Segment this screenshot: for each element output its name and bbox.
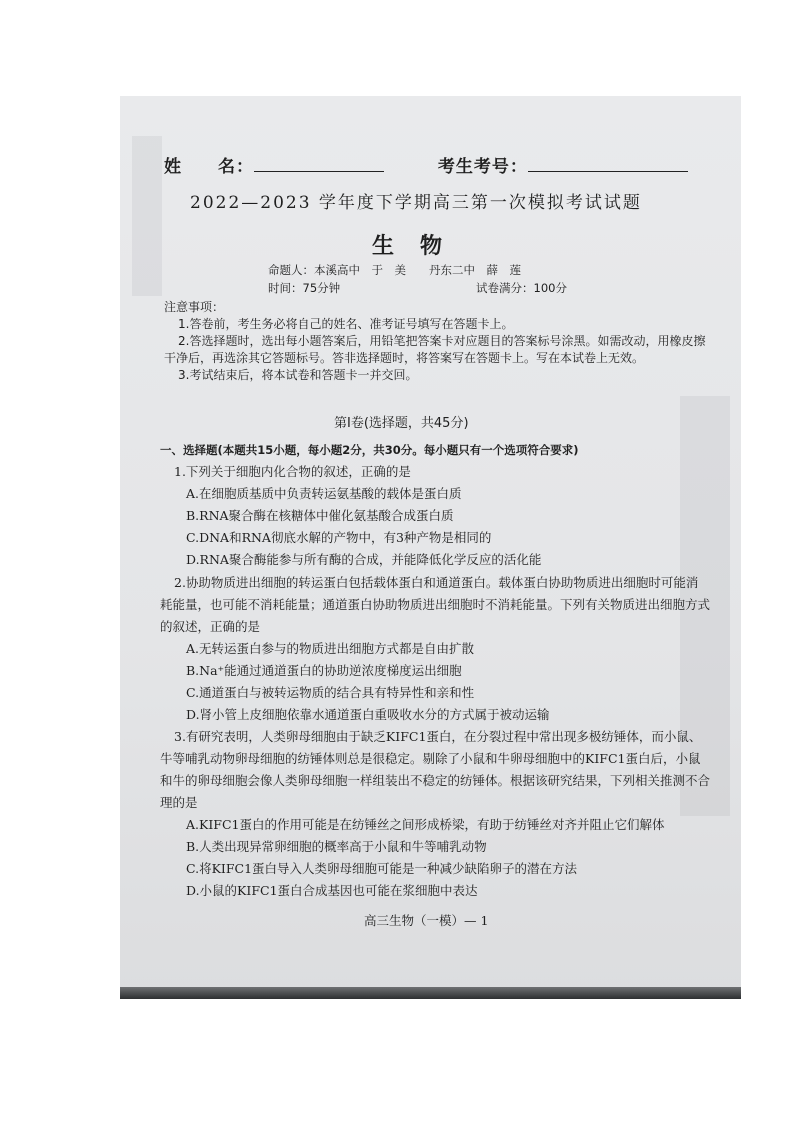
option-b: B.Na⁺能通过通道蛋白的协助逆浓度梯度运出细胞 — [186, 663, 462, 678]
instruction-item: 1.答卷前，考生务必将自己的姓名、准考证号填写在答题卡上。 — [178, 317, 514, 331]
question-stem: 2.协助物质进出细胞的转运蛋白包括载体蛋白和通道蛋白。载体蛋白协助物质进出细胞时可能消耗能量，也可能不消耗能量；通道蛋白协助物质进出细胞时不消耗能量。下列有关物质进出细胞方式的叙述，正确的是 — [160, 575, 711, 634]
question-stem: 3.有研究表明，人类卵母细胞由于缺乏KIFC1蛋白，在分裂过程中常出现多极纺锤体，而小鼠、牛等哺乳动物卵母细胞的纺锤体则总是很稳定。剔除了小鼠和牛卵母细胞中的KIFC1蛋白后，小鼠和牛的卵母细胞会像人类卵母细胞一样组装出不稳定的纺锤体。根据该研究结果，下列相关推测不合理的是 — [160, 729, 711, 810]
exam-title: 2022—2023 学年度下学期高三第一次模拟考试试题 — [190, 193, 642, 213]
authors-line: 命题人：本溪高中 于 美 丹东二中 薛 莲 — [268, 263, 521, 277]
exam-paper-photo — [120, 96, 741, 999]
part-heading: 一、选择题(本题共15小题，每小题2分，共30分。每小题只有一个选项符合要求) — [160, 443, 579, 457]
bleed-through-shadow — [132, 136, 162, 296]
candidate-info-row — [164, 152, 688, 177]
option-a: A.在细胞质基质中负责转运氨基酸的载体是蛋白质 — [186, 486, 462, 501]
page-footer: 高三生物（一模）— 1 — [364, 913, 489, 928]
question-stem: 1.下列关于细胞内化合物的叙述，正确的是 — [174, 464, 411, 479]
name-label: 姓 名： — [164, 157, 254, 177]
instructions-heading: 注意事项： — [164, 300, 225, 314]
exam-number-label: 考生考号： — [437, 157, 528, 177]
option-d: D.肾小管上皮细胞依靠水通道蛋白重吸收水分的方式属于被动运输 — [186, 707, 550, 722]
option-b: B.RNA聚合酶在核糖体中催化氨基酸合成蛋白质 — [186, 508, 454, 523]
subject-title: 生物 — [372, 234, 469, 259]
exam-number-blank — [528, 157, 688, 172]
total-score: 试卷满分：100分 — [476, 281, 567, 295]
question-2 — [160, 572, 710, 726]
option-a: A.KIFC1蛋白的作用可能是在纺锤丝之间形成桥梁，有助于纺锤丝对齐并阻止它们解体 — [186, 817, 665, 832]
option-c: C.将KIFC1蛋白导入人类卵母细胞可能是一种减少缺陷卵子的潜在方法 — [186, 861, 578, 876]
option-a: A.无转运蛋白参与的物质进出细胞方式都是自由扩散 — [186, 641, 475, 656]
section-title: 第Ⅰ卷(选择题，共45分) — [334, 416, 469, 431]
instruction-item: 2.答选择题时，选出每小题答案后，用铅笔把答案卡对应题目的答案标号涂黑。如需改动，用橡皮擦干净后，再选涂其它答题标号。答非选择题时，将答案写在答题卡上。写在本试卷上无效。 — [164, 334, 706, 365]
time-limit: 时间：75分钟 — [268, 281, 341, 295]
question-1 — [160, 461, 710, 571]
instructions — [164, 299, 709, 384]
name-blank — [254, 157, 384, 172]
option-b: B.人类出现异常卵细胞的概率高于小鼠和牛等哺乳动物 — [186, 839, 487, 854]
option-c: C.DNA和RNA彻底水解的产物中，有3种产物是相同的 — [186, 530, 492, 545]
photo-bottom-edge — [120, 987, 741, 999]
option-d: D.RNA聚合酶能参与所有酶的合成，并能降低化学反应的活化能 — [186, 552, 542, 567]
instruction-item: 3.考试结束后，将本试卷和答题卡一并交回。 — [178, 368, 418, 382]
option-c: C.通道蛋白与被转运物质的结合具有特异性和亲和性 — [186, 685, 475, 700]
option-d: D.小鼠的KIFC1蛋白合成基因也可能在浆细胞中表达 — [186, 883, 478, 898]
question-3 — [160, 726, 710, 902]
